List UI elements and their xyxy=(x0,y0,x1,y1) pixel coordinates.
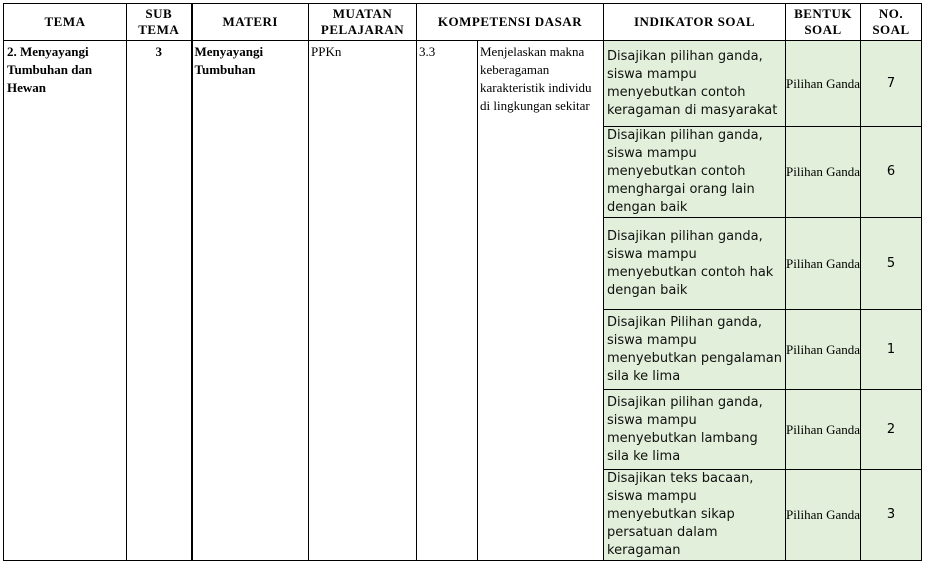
header-bentuk: BENTUK SOAL xyxy=(786,4,861,41)
header-materi: MATERI xyxy=(192,4,309,41)
cell-indikator: Disajikan pilihan ganda, siswa mampu menyebutkan contoh menghargai orang lain dengan baik xyxy=(604,127,786,218)
cell-bentuk: Pilihan Ganda xyxy=(786,310,861,390)
cell-indikator: Disajikan pilihan ganda, siswa mampu menyebutkan lambang sila ke lima xyxy=(604,390,786,470)
cell-tema: 2. Menyayangi Tumbuhan dan Hewan xyxy=(4,41,127,561)
cell-no-soal: 7 xyxy=(861,41,922,127)
cell-indikator: Disajikan pilihan ganda, siswa mampu menyebutkan contoh hak dengan baik xyxy=(604,218,786,310)
cell-bentuk: Pilihan Ganda xyxy=(786,127,861,218)
kisi-kisi-table xyxy=(3,3,922,561)
table-row xyxy=(4,41,922,127)
cell-muatan: PPKn xyxy=(309,41,417,561)
header-row xyxy=(4,4,922,41)
cell-indikator: Disajikan pilihan ganda, siswa mampu menyebutkan contoh keragaman di masyarakat xyxy=(604,41,786,127)
header-no: NO. SOAL xyxy=(861,4,922,41)
cell-sub-tema: 3 xyxy=(127,41,192,561)
header-muatan: MUATAN PELAJARAN xyxy=(309,4,417,41)
header-tema: TEMA xyxy=(4,4,127,41)
cell-bentuk: Pilihan Ganda xyxy=(786,218,861,310)
cell-no-soal: 2 xyxy=(861,390,922,470)
cell-indikator: Disajikan teks bacaan, siswa mampu menyebutkan sikap persatuan dalam keragaman xyxy=(604,470,786,561)
cell-no-soal: 6 xyxy=(861,127,922,218)
cell-bentuk: Pilihan Ganda xyxy=(786,390,861,470)
cell-bentuk: Pilihan Ganda xyxy=(786,470,861,561)
cell-indikator: Disajikan Pilihan ganda, siswa mampu menyebutkan pengalaman sila ke lima xyxy=(604,310,786,390)
cell-no-soal: 5 xyxy=(861,218,922,310)
cell-bentuk: Pilihan Ganda xyxy=(786,41,861,127)
cell-no-soal: 1 xyxy=(861,310,922,390)
cell-materi: Menyayangi Tumbuhan xyxy=(192,41,309,561)
header-kompetensi-dasar: KOMPETENSI DASAR xyxy=(417,4,604,41)
header-sub-tema: SUB TEMA xyxy=(127,4,192,41)
cell-kd-number: 3.3 xyxy=(417,41,478,561)
header-indikator: INDIKATOR SOAL xyxy=(604,4,786,41)
cell-kd-description: Menjelaskan makna keberagaman karakteristik individu di lingkungan sekitar xyxy=(478,41,604,561)
cell-no-soal: 3 xyxy=(861,470,922,561)
